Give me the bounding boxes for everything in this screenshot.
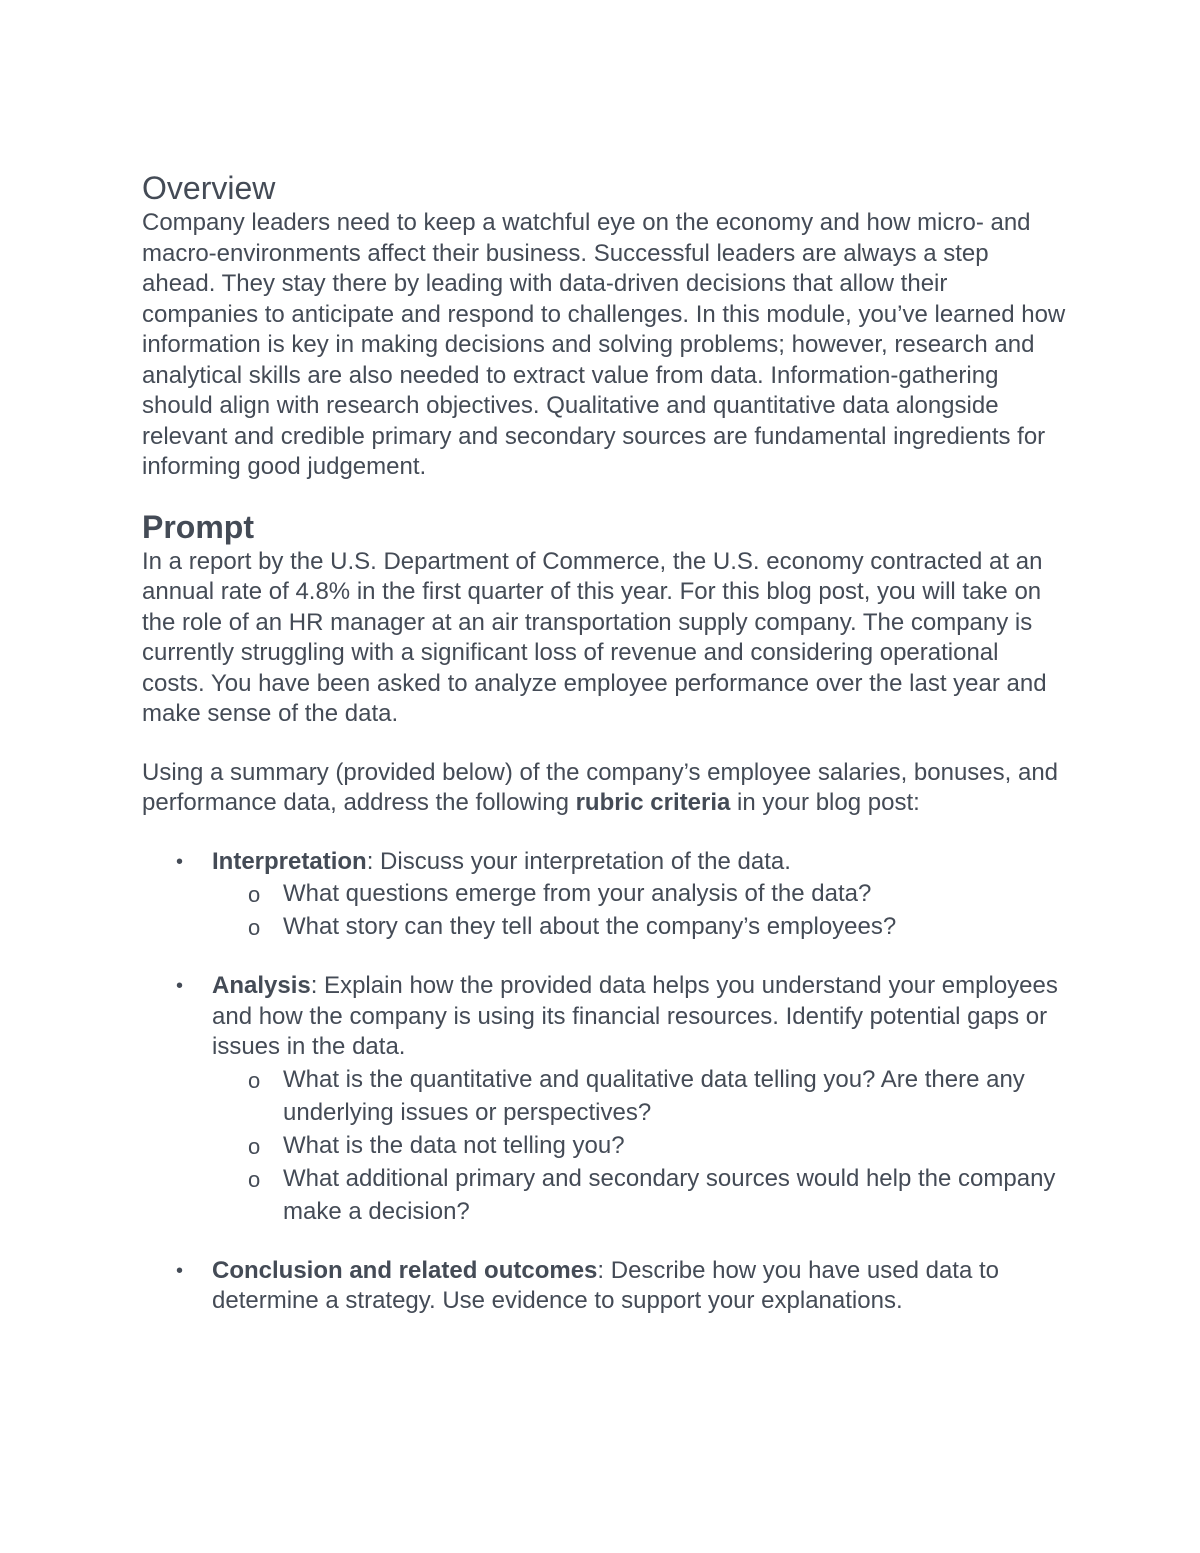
sub-marker: o [248,1133,261,1159]
spacer [142,819,1067,847]
criterion-analysis [142,971,1067,1228]
spacer [142,943,1067,971]
instructions-text-after: in your blog post: [730,789,920,816]
sub-marker: o [248,882,261,907]
prompt-heading: Prompt [142,508,254,545]
criterion-questions [142,1063,1067,1228]
criterion-conclusion [142,1256,1067,1317]
question-text: What is the quantitative and qualitative data telling you? Are there any underlying issues or perspectives? [283,1065,1025,1126]
question-text: What additional primary and secondary sources would help the company make a decision? [283,1164,1056,1225]
instructions-paragraph [142,758,1067,819]
bullet-marker: • [176,1259,184,1282]
question-item [142,1129,1067,1162]
question-item [142,910,1067,943]
bullet-marker: • [176,975,184,997]
question-text: What is the data not telling you? [283,1131,625,1159]
criterion-term: Conclusion and related outcomes [212,1256,598,1284]
question-text: What questions emerge from your analysis of the data? [283,880,872,907]
criteria-list [142,847,1067,1317]
sub-marker: o [248,915,261,940]
criterion-interpretation [142,847,1067,944]
bullet-marker: • [176,850,184,873]
document-page [142,168,1067,1317]
overview-heading: Overview [142,170,276,206]
criterion-description: : Discuss your interpretation of the data. [366,847,791,875]
criterion-term: Analysis [212,972,311,999]
sub-marker: o [248,1166,261,1192]
spacer [142,1228,1067,1256]
spacer [142,483,1067,507]
instructions-text-before: Using a summary (provided below) of the company’s employee salaries, bonuses, and performance data, address the following [142,758,1059,816]
question-item [142,877,1067,910]
criterion-term: Interpretation [212,847,367,875]
criterion-description: : Describe how you have used data to determine a strategy. Use evidence to support your explanations. [212,1256,999,1314]
rubric-criteria-text: rubric criteria [575,789,731,816]
overview-paragraph: Company leaders need to keep a watchful eye on the economy and how micro- and macro-environments affect their business. Successful leaders are always a step ahead. They stay there by leading with data-driven decisions that allow their companies to anticipate and respond to challenges. In this module, you’ve learned how information is key in making decisions and solving problems; however, research and analytical skills are also needed to extract value from data. Information-gathering should align with research objectives. Qualitative and quantitative data alongside relevant and credible primary and secondary sources are fundamental ingredients for informing good judgement. [142,209,1066,480]
criterion-description: : Explain how the provided data helps you understand your employees and how the company is using its financial resources. Identify potential gaps or issues in the data. [212,972,1058,1060]
sub-marker: o [248,1067,261,1093]
prompt-paragraph: In a report by the U.S. Department of Commerce, the U.S. economy contracted at an annual rate of 4.8% in the first quarter of this year. For this blog post, you will take on the role of an HR manager at an air transportation supply company. The company is currently struggling with a significant loss of revenue and considering operational costs. You have been asked to analyze employee performance over the last year and make sense of the data. [142,547,1047,727]
question-text: What story can they tell about the company’s employees? [283,913,897,940]
question-item [142,1063,1067,1129]
question-item [142,1162,1067,1228]
spacer [142,730,1067,758]
criterion-questions [142,877,1067,943]
